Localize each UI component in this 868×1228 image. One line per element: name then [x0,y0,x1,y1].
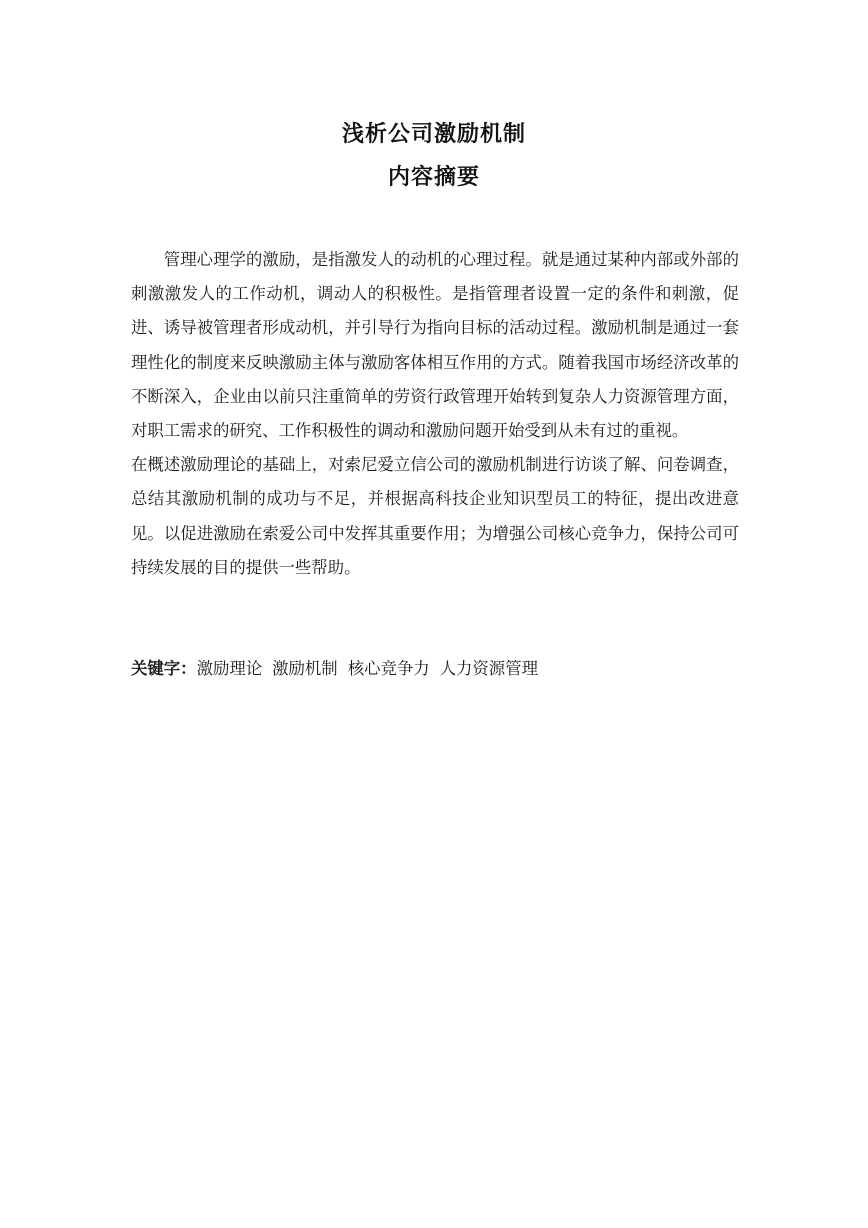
keyword-item: 激励机制 [272,659,338,678]
keywords-line [131,654,538,684]
keywords-label: 关键字： [131,659,197,678]
abstract-paragraph-1: 管理心理学的激励，是指激发人的动机的心理过程。就是通过某种内部或外部的刺激激发人的工作动机，调动人的积极性。是指管理者设置一定的条件和刺激，促进、诱导被管理者形成动机，并引导行为指向目标的活动过程。激励机制是通过一套理性化的制度来反映激励主体与激励客体相互作用的方式。随着我国市场经济改革的不断深入，企业由以前只注重简单的劳资行政管理开始转到复杂人力资源管理方面，对职工需求的研究、工作积极性的调动和激励问题开始受到从未有过的重视。 [131,250,739,441]
abstract-heading: 内容摘要 [387,165,480,190]
abstract-paragraph-2: 在概述激励理论的基础上，对索尼爱立信公司的激励机制进行访谈了解、问卷调查，总结其激励机制的成功与不足，并根据高科技企业知识型员工的特征，提出改进意见。以促进激励在索爱公司中发挥其重要作用；为增强公司核心竞争力，保持公司可持续发展的目的提供一些帮助。 [131,455,739,577]
keyword-item: 激励理论 [196,659,263,678]
keyword-item: 人力资源管理 [439,659,538,678]
keyword-item: 核心竞争力 [347,659,430,678]
abstract-body [131,243,739,585]
document-title: 浅析公司激励机制 [341,122,526,147]
